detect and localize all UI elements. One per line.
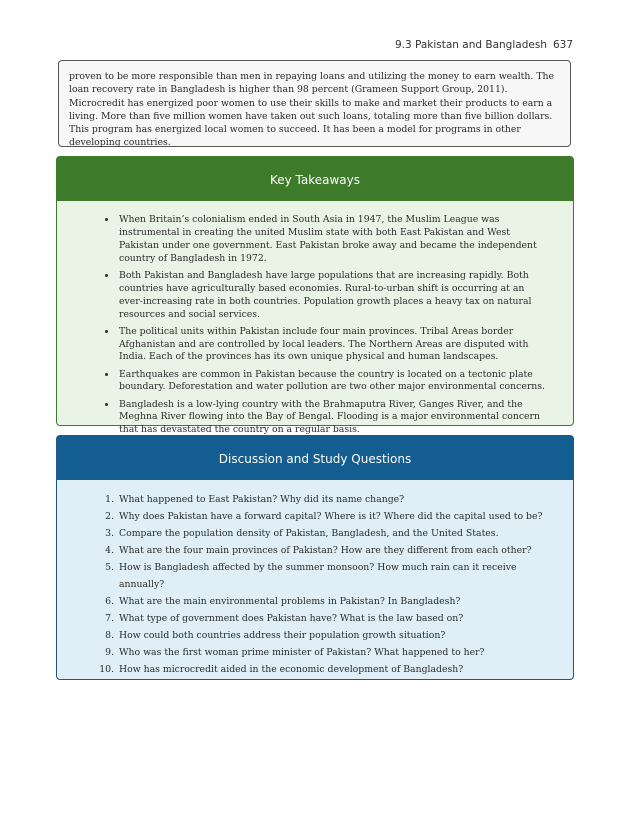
question-item: 1. What happened to East Pakistan? Why did its name change? [117,491,551,508]
question-item: 9. Who was the first woman prime minister of Pakistan? What happened to her? [117,644,551,661]
question-item: 2. Why does Pakistan have a forward capital? Where is it? Where did the capital used to be? [117,508,551,525]
key-takeaways-box [56,156,574,436]
takeaway-item: • Both Pakistan and Bangladesh have large populations that are increasing rapidly. Both countries have agriculturally based economies. Rural-to-urban shift is occurring at an ever-increasing rate in both countries. Population growth places a heavy tax on natural resources and social services. [117,270,551,322]
question-item: 4. What are the four main provinces of Pakistan? How are they different from each other? [117,542,551,559]
intro-paragraph: proven to be more responsible than men in repaying loans and utilizing the money to earn wealth. The loan recovery rate in Bangladesh is higher than 98 percent (Grameen Support Group, 2011). Microcredit has energized poor women to use their skills to make and market their products to earn a living. More than five million women have taken out such loans, totaling more than five billion dollars. This program has energized local women to succeed. It has been a model for programs in other developing countries. [69,71,555,149]
key-takeaways-title: Key Takeaways [57,157,573,201]
page-header [395,39,573,51]
question-item: 10. How has microcredit aided in the economic development of Bangladesh? [117,661,551,678]
discussion-questions-title: Discussion and Study Questions [57,436,573,480]
question-item: 7. What type of government does Pakistan have? What is the law based on? [117,610,551,627]
discussion-questions-box [56,435,574,680]
intro-text-box [58,60,571,147]
question-item: 8. How could both countries address their population growth situation? [117,627,551,644]
question-item: 3. Compare the population density of Pakistan, Bangladesh, and the United States. [117,525,551,542]
takeaway-item: • Earthquakes are common in Pakistan because the country is located on a tectonic plate boundary. Deforestation and water pollution are two other major environmental concerns. [117,369,551,395]
takeaway-item: • Bangladesh is a low-lying country with the Brahmaputra River, Ganges River, and the Meghna River flowing into the Bay of Bengal. Flooding is a major environmental concern that has devastated the country on a regular basis. [117,399,551,438]
takeaway-item: • When Britain’s colonialism ended in South Asia in 1947, the Muslim League was instrumental in creating the united Muslim state with both East Pakistan and West Pakistan under one government. East Pakistan broke away and became the independent country of Bangladesh in 1972. [117,214,551,266]
question-item: 5. How is Bangladesh affected by the summer monsoon? How much rain can it receive annually? [117,559,551,593]
discussion-questions-list [57,480,573,678]
question-item: 6. What are the main environmental problems in Pakistan? In Bangladesh? [117,593,551,610]
takeaway-item: • The political units within Pakistan include four main provinces. Tribal Areas border Afghanistan and are controlled by local leaders. The Northern Areas are disputed with India. Each of the provinces has its own unique physical and human landscapes. [117,326,551,365]
page-number: 637 [552,39,573,51]
key-takeaways-list [57,201,573,437]
section-title: 9.3 Pakistan and Bangladesh [394,39,547,51]
